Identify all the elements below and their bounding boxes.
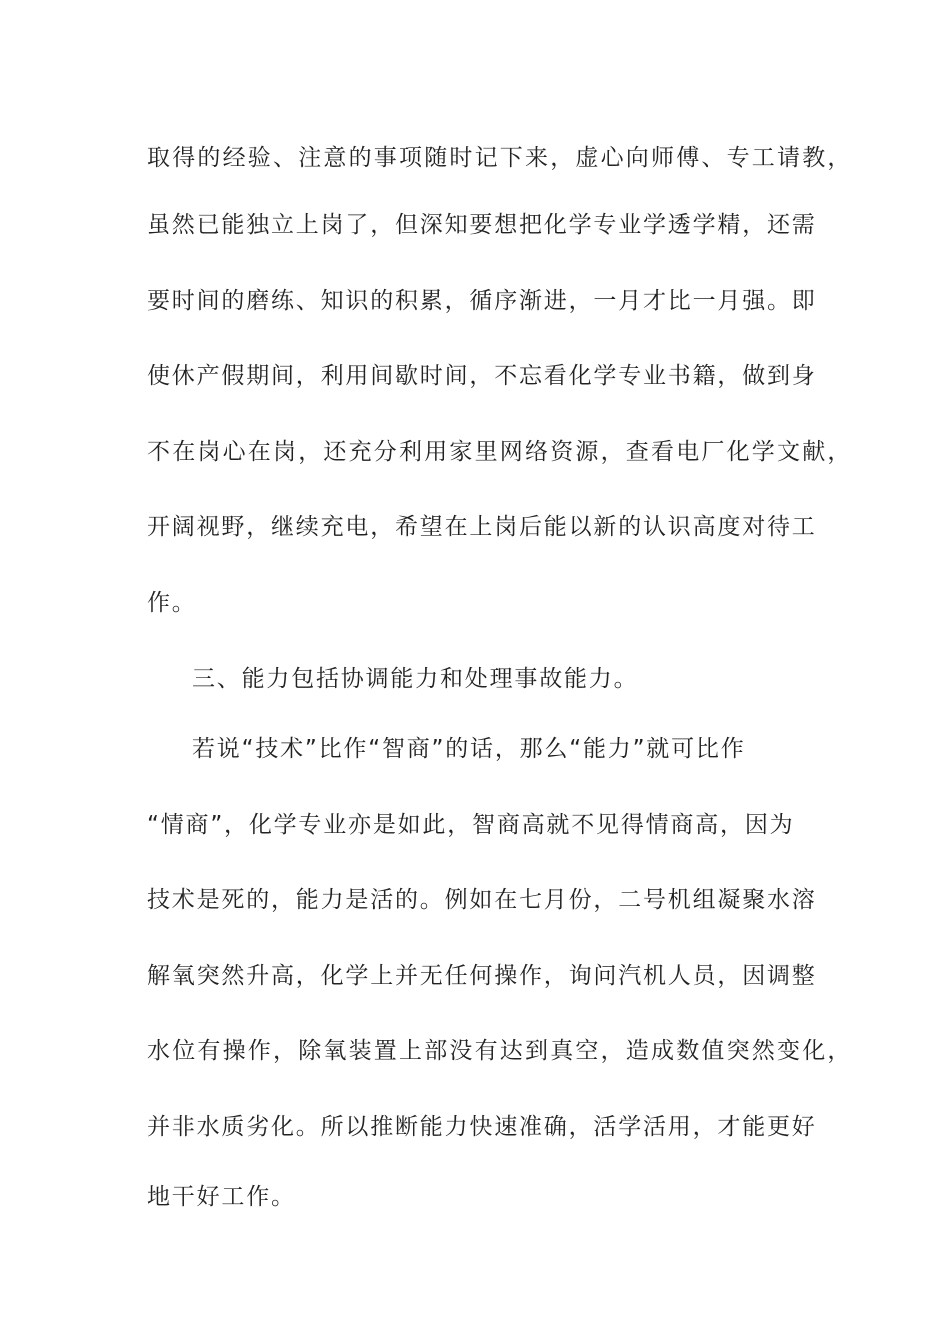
section-heading: 三、能力包括协调能力和处理事故能力。 [192,666,639,692]
paragraph-line: 虽然已能独立上岗了，但深知要想把化学专业学透学精，还需 [147,212,817,238]
paragraph-line: 技术是死的，能力是活的。例如在七月份，二号机组凝聚水溶 [147,887,817,913]
paragraph-line: 不在岗心在岗，还充分利用家里网络资源，查看电厂化学文献， [147,439,853,465]
paragraph-line: 并非水质劣化。所以推断能力快速准确，活学活用，才能更好 [147,1114,817,1140]
paragraph-line: 地干好工作。 [147,1184,296,1210]
paragraph-line: 使休产假期间，利用间歇时间，不忘看化学专业书籍，做到身 [147,363,817,389]
paragraph-line: 解氧突然升高，化学上并无任何操作，询问汽机人员，因调整 [147,963,817,989]
paragraph-line: 取得的经验、注意的事项随时记下来，虚心向师傅、专工请教， [147,145,853,171]
paragraph-line: 水位有操作，除氧装置上部没有达到真空，造成数值突然变化， [147,1038,853,1064]
paragraph-line: 作。 [147,590,197,616]
paragraph-line: 若说“技术”比作“智商”的话，那么“能力”就可比作 [192,736,746,762]
paragraph-line: 开阔视野，继续充电，希望在上岗后能以新的认识高度对待工 [147,514,817,540]
paragraph-line: 要时间的磨练、知识的积累，循序渐进，一月才比一月强。即 [147,288,817,314]
paragraph-line: “情商”，化学专业亦是如此，智商高就不见得情商高，因为 [147,812,795,838]
